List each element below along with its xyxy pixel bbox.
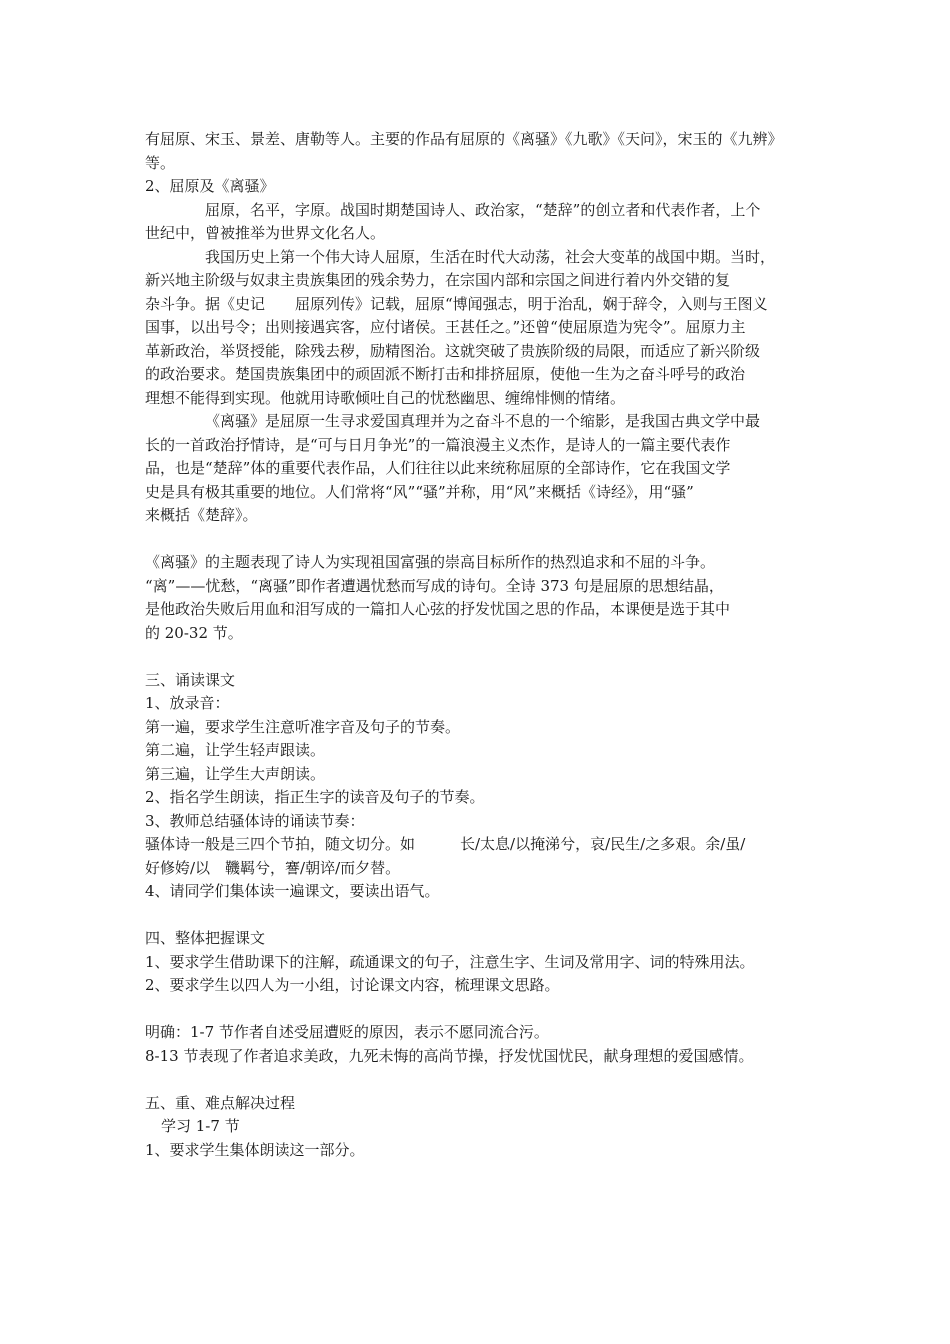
section-heading: 四、整体把握课文 — [145, 929, 266, 947]
text-line: 理想不能得到实现。他就用诗歌倾吐自己的忧愁幽思、缠绵悱恻的情绪。 — [145, 388, 626, 407]
blank-line — [145, 645, 825, 669]
text-line: 2、要求学生以四人为一小组，讨论课文内容，梳理课文思路。 — [145, 976, 560, 994]
text-line: 杂斗争。据《史记 屈原列传》记载，屈原“博闻强志，明于治乱，娴于辞令，入则与王图义 — [145, 294, 768, 313]
text-line: 长的一首政治抒情诗，是“可与日月争光”的一篇浪漫主义杰作，是诗人的一篇主要代表作 — [145, 435, 731, 454]
text-line: 革新政治，举贤授能，除残去秽，励精图治。这就突破了贵族阶级的局限，而适应了新兴阶级 — [145, 341, 761, 360]
section-heading: 五、重、难点解决过程 — [145, 1093, 296, 1112]
text-line: 1、要求学生借助课下的注解，疏通课文的句子，注意生字、生词及常用字、词的特殊用法。 — [145, 952, 755, 971]
text-line: 1、要求学生集体朗读这一部分。 — [145, 1140, 365, 1159]
text-line: 的政治要求。楚国贵族集团中的顽固派不断打击和排挤屈原，使他一生为之奋斗呼号的政治 — [145, 365, 746, 383]
text-line: 第一遍，要求学生注意听准字音及句子的节奏。 — [145, 717, 461, 736]
text-line: 我国历史上第一个伟大诗人屈原，生活在时代大动荡，社会大变革的战国中期。当时， — [205, 247, 776, 266]
text-line: 8-13 节表现了作者追求美政，九死未悔的高尚节操，抒发忧国忧民，献身理想的爱国感情。 — [145, 1046, 754, 1065]
text-line: 有屈原、宋玉、景差、唐勒等人。主要的作品有屈原的《离骚》《九歌》《天问》，宋玉的《九辨》 — [145, 130, 783, 148]
text-line: 骚体诗一般是三四个节拍，随文切分。如 长/太息/以掩涕兮，哀/民生/之多艰。余/虽/ — [145, 835, 746, 853]
text-line: 国事，以出号令；出则接遇宾客，应付诸侯。王甚任之。”还曾“使屈原造为宪令”。屈原力主 — [145, 318, 746, 336]
text-line: 4、请同学们集体读一遍课文，要读出语气。 — [145, 882, 440, 900]
section-heading: 三、诵读课文 — [145, 670, 236, 689]
text-line: 是他政治失败后用血和泪写成的一篇扣人心弦的抒发忧国之思的作品，本课便是选于其中 — [145, 600, 731, 618]
text-line: 的 20-32 节。 — [145, 623, 243, 642]
text-line: 第三遍，让学生大声朗读。 — [145, 764, 326, 783]
blank-line — [145, 528, 825, 552]
text-line: 等。 — [145, 153, 176, 172]
sub-heading: 学习 1-7 节 — [161, 1117, 240, 1135]
text-line: 屈原，名平，字原。战国时期楚国诗人、政治家，“楚辞”的创立者和代表作者，上个 — [205, 200, 761, 219]
text-line: 《离骚》是屈原一生寻求爱国真理并为之奋斗不息的一个缩影，是我国古典文学中最 — [205, 412, 761, 430]
text-line: 史是具有极其重要的地位。人们常将“风”“骚”并称，用“风”来概括《诗经》，用“骚” — [145, 482, 694, 501]
text-line: “离”——忧愁，“离骚”即作者遭遇忧愁而写成的诗句。全诗 373 句是屈原的思想结晶， — [145, 576, 724, 595]
blank-line — [145, 998, 825, 1022]
text-line: 第二遍，让学生轻声跟读。 — [145, 741, 326, 759]
text-line: 明确：1-7 节作者自述受屈遭贬的原因，表示不愿同流合污。 — [145, 1023, 549, 1041]
blank-line — [145, 904, 825, 928]
text-line: 新兴地主阶级与奴隶主贵族集团的残余势力，在宗国内部和宗国之间进行着内外交错的复 — [145, 271, 731, 289]
text-line: 来概括《楚辞》。 — [145, 506, 258, 524]
text-line: 1、放录音： — [145, 694, 230, 712]
text-line: 世纪中，曾被推举为世界文化名人。 — [145, 224, 386, 242]
text-line: 品，也是“楚辞”体的重要代表作品，人们往往以此来统称屈原的全部诗作，它在我国文学 — [145, 459, 731, 477]
text-line: 3、教师总结骚体诗的诵读节奏： — [145, 811, 365, 830]
text-line: 《离骚》的主题表现了诗人为实现祖国富强的崇高目标所作的热烈追求和不屈的斗争。 — [145, 553, 716, 571]
text-line: 好修姱/以 鞿羁兮，謇/朝谇/而夕替。 — [145, 858, 401, 877]
blank-line — [145, 1068, 825, 1092]
text-line: 2、指名学生朗读，指正生字的读音及句子的节奏。 — [145, 788, 485, 806]
document-page — [145, 128, 825, 1162]
section-heading: 2、屈原及《离骚》 — [145, 177, 275, 195]
